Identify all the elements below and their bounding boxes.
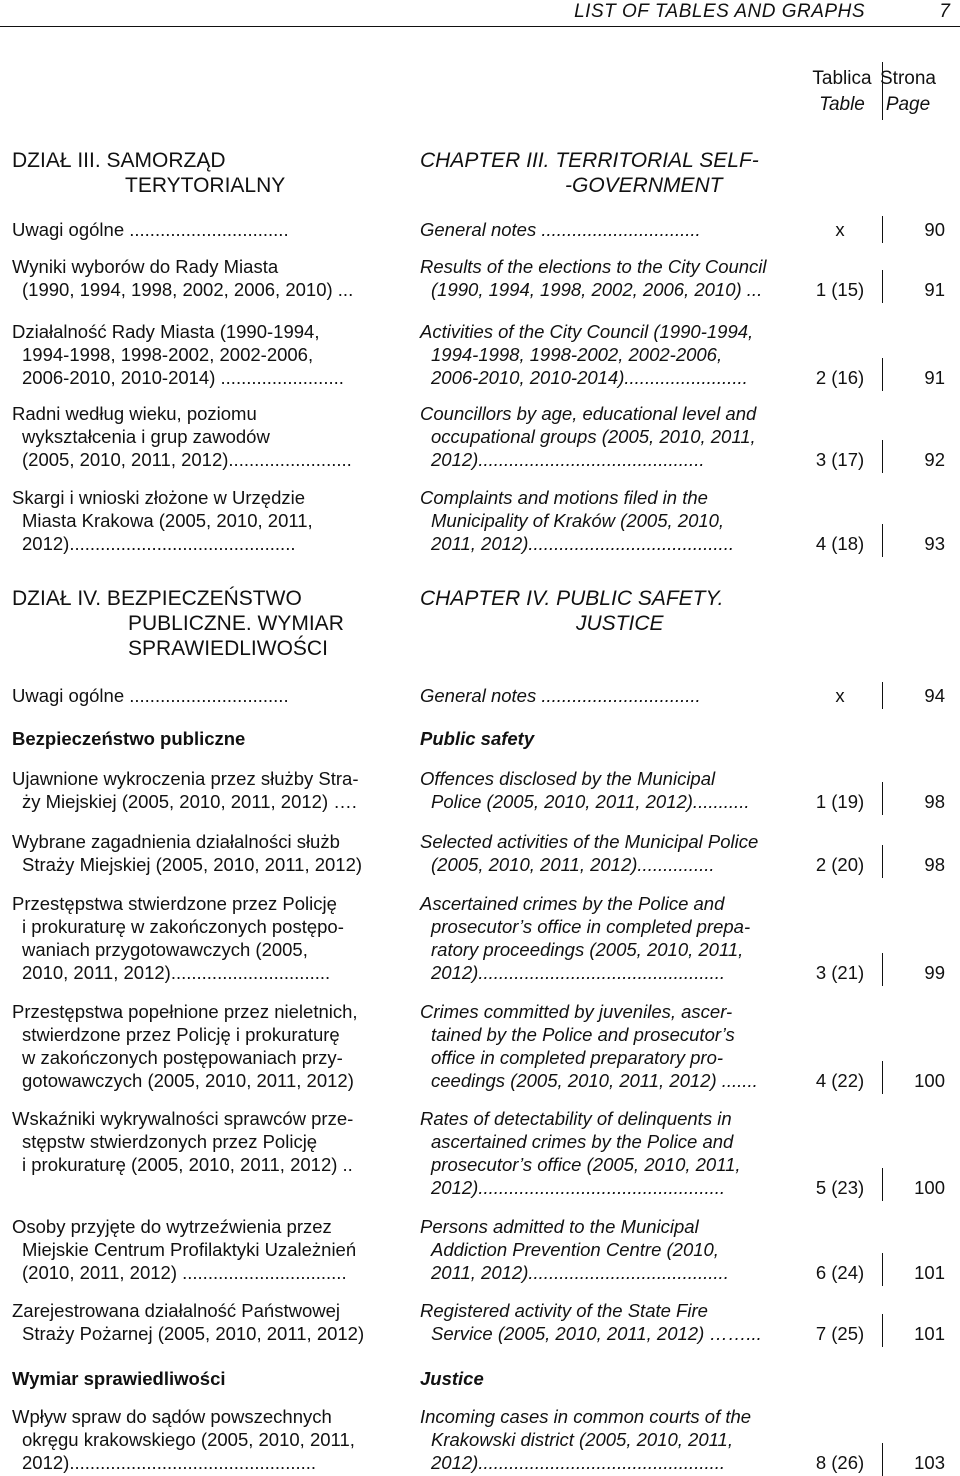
entry-title-pl-line: Działalność Rady Miasta (1990-1994, [12,321,320,342]
entry-title-en [420,1405,751,1474]
entry-title-en-line: prosecutor’s office (2005, 2010, 2011, [431,1154,741,1175]
entry-title-pl-line: (2010, 2011, 2012) ................................ [22,1262,347,1283]
entry-title-pl [12,1405,355,1474]
entry-title-pl-line: i prokuraturę w zakończonych postępo- [22,916,344,937]
chapter-4-en-line: JUSTICE [576,612,664,635]
entry-title-en-line: General notes ............................... [420,685,701,706]
entry-table-number: 2 (20) [815,854,865,875]
entry-title-pl [12,218,289,241]
chapter-4-pl-line: SPRAWIEDLIWOŚCI [128,637,328,660]
entry-title-en-line: 2011, 2012)....................................... [431,1262,729,1283]
chapter-4-en-line: CHAPTER IV. PUBLIC SAFETY. [420,587,724,610]
subsection-public-safety-en: Public safety [420,728,535,749]
entry-title-pl [12,684,289,707]
entry-table-number: 4 (18) [815,533,865,554]
chapter-4-pl-line: PUBLICZNE. WYMIAR [128,612,344,635]
entry-title-en-line: Rates of detectability of delinquents in [420,1108,732,1129]
entry-table-number: 2 (16) [815,367,865,388]
entry-column-divider [882,682,883,709]
entry-title-en-line: 2012)............................................ [431,449,705,470]
entry-page-number: 92 [924,449,945,470]
entry-page-number: 101 [914,1323,945,1344]
entry-title-pl-line: (2005, 2010, 2011, 2012)........................ [22,449,352,470]
entry-title-pl-line: Miasta Krakowa (2005, 2010, 2011, [22,510,313,531]
chapter-3-heading-pl [12,148,285,198]
entry-page-number: 94 [924,685,945,706]
entry-title-pl-line: Zarejestrowana działalność Państwowej [12,1300,341,1321]
entry-title-pl [12,1000,358,1092]
entry-title-en [420,218,701,241]
chapter-3-pl-line: DZIAŁ III. SAMORZĄD [12,149,226,172]
entry-title-en-line: Selected activities of the Municipal Police [420,831,759,852]
entry-title-pl-line: ży Miejskiej (2005, 2010, 2011, 2012) …. [22,791,357,812]
entry-title-pl [12,892,344,984]
entry-table-number: 3 (17) [815,449,865,470]
entry-column-divider [882,953,883,986]
entry-title-pl-line: Ujawnione wykroczenia przez służby Stra- [12,768,359,789]
entry-title-pl-line: waniach przygotowawczych (2005, [22,939,308,960]
entry-title-pl-line: Osoby przyjęte do wytrzeźwienia przez [12,1216,332,1237]
entry-title-pl-line: Uwagi ogólne ............................... [12,685,289,706]
entry-title-en-line: Complaints and motions filed in the [420,487,708,508]
entry-page-number: 99 [924,962,945,983]
entry-table-number: 1 (15) [815,279,865,300]
entry-table-number: 8 (26) [815,1452,865,1473]
entry-table-number: 7 (25) [815,1323,865,1344]
entry-title-pl-line: 2012)................................................ [22,1452,317,1473]
entry-title-pl [12,1299,364,1345]
col-header-divider [882,62,883,120]
entry-title-en [420,402,756,471]
entry-title-pl [12,255,353,301]
entry-title-en-line: Krakowski district (2005, 2010, 2011, [431,1429,733,1450]
entry-page-number: 91 [924,279,945,300]
header-title: LIST OF TABLES AND GRAPHS [574,1,865,22]
entry-title-en-line: ceedings (2005, 2010, 2011, 2012) ....... [431,1070,758,1091]
entry-title-pl-line: Wyniki wyborów do Rady Miasta [12,256,279,277]
entry-title-pl-line: 2010, 2011, 2012)............................... [22,962,331,983]
chapter-4-heading-pl [12,586,344,661]
entry-title-pl-line: 1994-1998, 1998-2002, 2002-2006, [22,344,314,365]
entry-title-en [420,320,753,389]
entry-title-pl-line: stępstw stwierdzonych przez Policję [22,1131,318,1152]
entry-title-pl [12,1215,356,1284]
entry-title-pl-line: (1990, 1994, 1998, 2002, 2006, 2010) ... [22,279,354,300]
entry-title-pl-line: Uwagi ogólne ............................... [12,219,289,240]
entry-column-divider [882,1168,883,1201]
entry-column-divider [882,358,883,391]
col-header-page-pl: Strona [880,68,936,89]
entry-page-number: 90 [924,219,945,240]
header-page-number: 7 [939,1,950,22]
entry-title-en [420,684,701,707]
entry-title-pl [12,1107,353,1176]
entry-title-pl-line: stwierdzone przez Policję i prokuraturę [22,1024,340,1045]
subsection-justice-en: Justice [420,1368,484,1389]
entry-column-divider [882,216,883,243]
entry-page-number: 98 [924,854,945,875]
entry-title-en-line: Persons admitted to the Municipal [420,1216,699,1237]
entry-title-en-line: Offences disclosed by the Municipal [420,768,716,789]
entry-title-pl-line: wykształcenia i grup zawodów [22,426,270,447]
entry-title-en [420,486,734,555]
entry-column-divider [882,1314,883,1347]
entry-title-en [420,892,750,984]
entry-title-pl-line: Wybrane zagadnienia działalności służb [12,831,340,852]
entry-column-divider [882,524,883,557]
entry-title-pl-line: 2006-2010, 2010-2014) ........................ [22,367,344,388]
entry-table-number: 4 (22) [815,1070,865,1091]
entry-table-number: x [835,685,845,706]
entry-title-pl [12,767,359,813]
entry-page-number: 101 [914,1262,945,1283]
entry-page-number: 98 [924,791,945,812]
entry-title-en-line: General notes ............................... [420,219,701,240]
entry-table-number: 1 (19) [815,791,865,812]
chapter-3-pl-line: TERYTORIALNY [125,174,286,197]
entry-title-pl-line: Wskaźniki wykrywalności sprawców prze- [12,1108,354,1129]
chapter-4-heading-en [420,586,723,636]
entry-title-en-line: Councillors by age, educational level and [420,403,757,424]
entry-title-pl-line: 2012)............................................ [22,533,296,554]
entry-title-en-line: 2012)................................................ [431,1177,726,1198]
entry-title-en [420,1215,729,1284]
entry-title-pl-line: Wpływ spraw do sądów powszechnych [12,1406,332,1427]
entry-title-pl-line: Straży Miejskiej (2005, 2010, 2011, 2012) [22,854,363,875]
entry-column-divider [882,1253,883,1286]
col-header-page-en: Page [885,94,931,115]
chapter-3-heading-en [420,148,759,198]
entry-title-pl-line: Straży Pożarnej (2005, 2010, 2011, 2012) [22,1323,365,1344]
entry-title-en-line: Police (2005, 2010, 2011, 2012)........... [431,791,750,812]
entry-title-pl [12,320,344,389]
header-rule [0,26,960,27]
entry-page-number: 91 [924,367,945,388]
entry-table-number: 6 (24) [815,1262,865,1283]
entry-title-pl [12,402,352,471]
entry-title-pl [12,486,313,555]
entry-title-en-line: Registered activity of the State Fire [420,1300,708,1321]
entry-title-en-line: Municipality of Kraków (2005, 2010, [431,510,725,531]
entry-title-en-line: Results of the elections to the City Council [420,256,767,277]
entry-table-number: 3 (21) [815,962,865,983]
subsection-justice-pl: Wymiar sprawiedliwości [12,1368,226,1389]
entry-title-en-line: Ascertained crimes by the Police and [420,893,725,914]
entry-page-number: 103 [914,1452,945,1473]
entry-column-divider [882,270,883,303]
entry-page-number: 100 [914,1070,945,1091]
entry-title-pl-line: Przestępstwa stwierdzone przez Policję [12,893,337,914]
col-header-table-en: Table [819,94,865,115]
entry-title-pl [12,830,362,876]
entry-title-pl-line: w zakończonych postępowaniach przy- [22,1047,343,1068]
entry-title-en-line: (1990, 1994, 1998, 2002, 2006, 2010) ... [431,279,763,300]
entry-column-divider [882,782,883,815]
entry-title-en-line: tained by the Police and prosecutor’s [431,1024,735,1045]
chapter-3-en-line: -GOVERNMENT [565,174,723,197]
entry-title-en [420,1107,741,1199]
entry-title-en-line: (2005, 2010, 2011, 2012)............... [431,854,715,875]
entry-title-pl-line: i prokuraturę (2005, 2010, 2011, 2012) .. [22,1154,353,1175]
col-header-page [866,66,950,118]
entry-title-en-line: occupational groups (2005, 2010, 2011, [431,426,756,447]
entry-title-en-line: office in completed preparatory pro- [431,1047,724,1068]
entry-title-en-line: prosecutor’s office in completed prepa- [431,916,751,937]
entry-title-en-line: ascertained crimes by the Police and [431,1131,734,1152]
entry-title-en-line: 2011, 2012)........................................ [431,533,734,554]
chapter-3-en-line: CHAPTER III. TERRITORIAL SELF- [420,149,759,172]
entry-title-en-line: 1994-1998, 1998-2002, 2002-2006, [431,344,723,365]
entry-column-divider [882,1443,883,1476]
entry-table-number: 5 (23) [815,1177,865,1198]
entry-page-number: 100 [914,1177,945,1198]
entry-title-pl-line: Przestępstwa popełnione przez nieletnich, [12,1001,358,1022]
entry-title-en [420,1000,758,1092]
entry-page-number: 93 [924,533,945,554]
entry-title-en-line: Incoming cases in common courts of the [420,1406,752,1427]
entry-title-en-line: Service (2005, 2010, 2011, 2012) ……... [431,1323,762,1344]
entry-title-en-line: 2012)................................................ [431,1452,726,1473]
entry-title-pl-line: okręgu krakowskiego (2005, 2010, 2011, [22,1429,355,1450]
entry-title-en [420,255,767,301]
entry-title-en-line: Crimes committed by juveniles, ascer- [420,1001,733,1022]
entry-title-en-line: Addiction Prevention Centre (2010, [431,1239,719,1260]
entry-title-en-line: 2012)................................................ [431,962,726,983]
entry-title-en-line: ratory proceedings (2005, 2010, 2011, [431,939,744,960]
entry-title-pl-line: Skargi i wnioski złożone w Urzędzie [12,487,306,508]
subsection-public-safety-pl: Bezpieczeństwo publiczne [12,728,246,749]
entry-title-pl-line: Miejskie Centrum Profilaktyki Uzależnień [22,1239,357,1260]
entry-table-number: x [835,219,845,240]
running-header [0,0,960,28]
chapter-4-pl-line: DZIAŁ IV. BEZPIECZEŃSTWO [12,587,302,610]
col-header-table-pl: Tablica [812,68,872,89]
entry-column-divider [882,440,883,473]
entry-title-en [420,830,758,876]
entry-title-en-line: Activities of the City Council (1990-1994, [420,321,754,342]
entry-title-en [420,1299,762,1345]
entry-title-en-line: 2006-2010, 2010-2014)........................ [431,367,748,388]
entry-title-pl-line: Radni według wieku, poziomu [12,403,257,424]
entry-title-pl-line: gotowawczych (2005, 2010, 2011, 2012) [22,1070,354,1091]
entry-column-divider [882,845,883,878]
entry-title-en [420,767,749,813]
entry-column-divider [882,1061,883,1094]
